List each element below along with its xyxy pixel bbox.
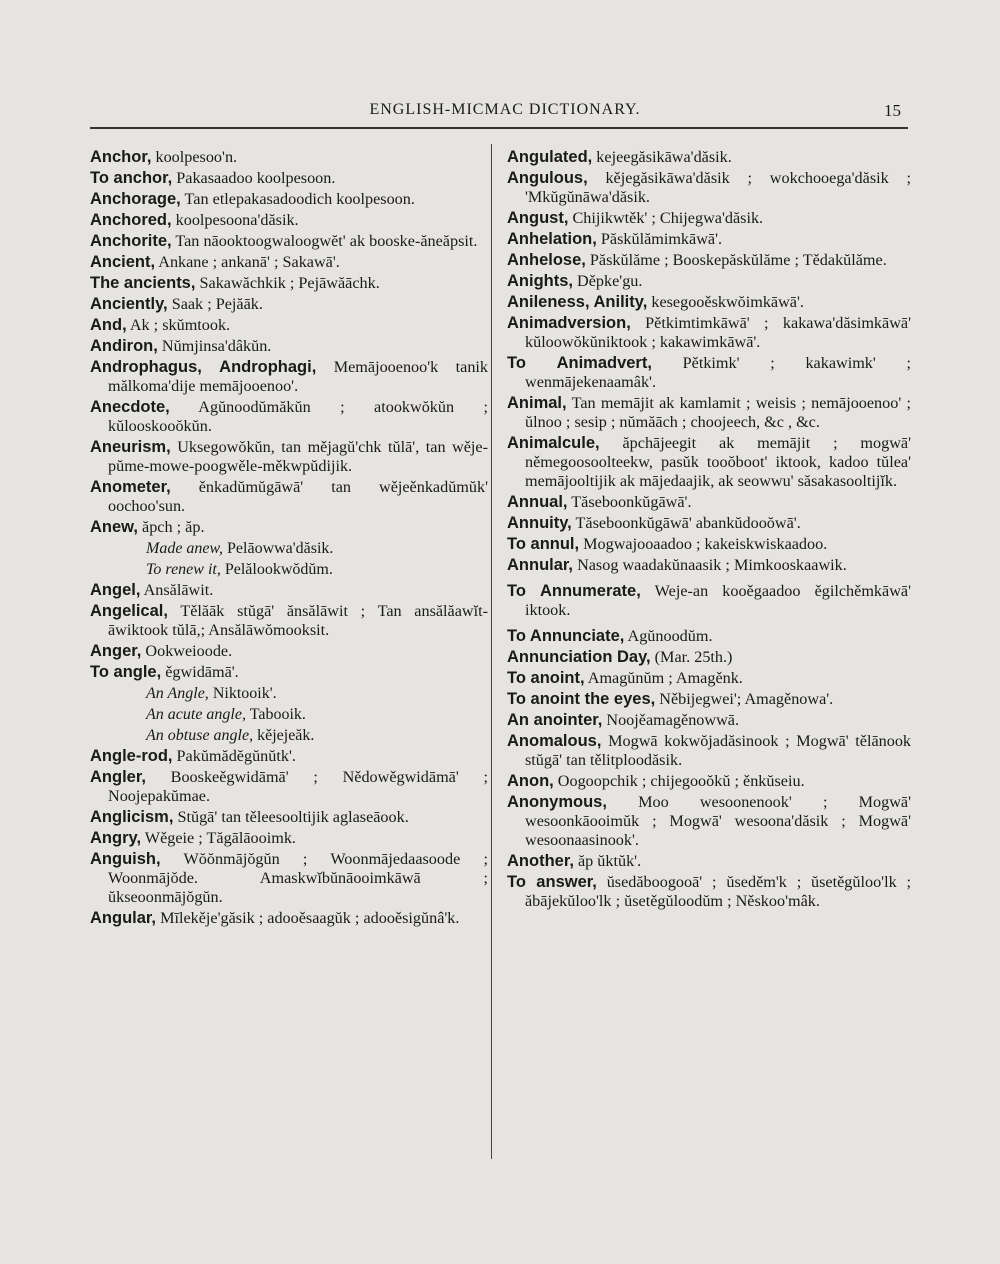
headword: Angle-rod, bbox=[90, 747, 173, 765]
headword: Anometer, bbox=[90, 478, 171, 496]
headword: The ancients, bbox=[90, 274, 196, 292]
entry bbox=[507, 230, 911, 249]
headword: Annuity, bbox=[507, 514, 572, 532]
headword: Angular, bbox=[90, 909, 157, 927]
headword: Animadversion, bbox=[507, 314, 631, 332]
sub-phrase: An obtuse angle, bbox=[146, 727, 254, 744]
sub-definition: Niktooik'. bbox=[212, 685, 277, 702]
entry bbox=[90, 581, 488, 600]
entry bbox=[507, 873, 911, 911]
entry bbox=[507, 251, 911, 270]
definition: Pětkimk' ; kakawimk' ; wenmājekenaamâk'. bbox=[525, 354, 912, 391]
entry bbox=[90, 358, 488, 396]
headword: Animal, bbox=[507, 394, 567, 412]
definition: Pakasaadoo koolpesoon. bbox=[176, 169, 336, 187]
definition: Wŏŏnmājŏgŭn ; Woonmājedaasoode ; Woonmājŏde. Amaskwĭbŭnāooimkāwā ; ŭkseoonmājŏgŭn. bbox=[108, 850, 488, 906]
definition: Tăseboonkŭgāwā'. bbox=[571, 493, 692, 511]
sub-entry bbox=[90, 560, 488, 579]
definition: Ookweioode. bbox=[145, 642, 233, 660]
entry bbox=[90, 829, 488, 848]
definition: Amagŭnŭm ; Amagěnk. bbox=[587, 669, 743, 687]
definition: koolpesoo'n. bbox=[155, 148, 238, 166]
column-divider bbox=[491, 144, 492, 1159]
headword: Angry, bbox=[90, 829, 142, 847]
sub-phrase: To renew it, bbox=[146, 561, 221, 578]
definition: Uksegowŏkŭn, tan mějagŭ'chk tŭlā', tan wěje-pŭme-mowe-poogwěle-měkwpŭdijik. bbox=[108, 438, 488, 475]
entry bbox=[507, 772, 911, 791]
headword: Anileness, Anility, bbox=[507, 293, 648, 311]
sub-entry bbox=[90, 726, 488, 745]
headword: Ancient, bbox=[90, 253, 156, 271]
definition: Agŭnoodŭmăkŭn ; atookwŏkŭn ; kŭlooskooŏkŭn. bbox=[108, 398, 488, 435]
headword: Anecdote, bbox=[90, 398, 170, 416]
headword: Angelical, bbox=[90, 602, 168, 620]
definition: Děpke'gu. bbox=[577, 272, 643, 290]
definition: Tăseboonkŭgāwā' abankŭdooŏwā'. bbox=[575, 514, 801, 532]
headword: Anchored, bbox=[90, 211, 172, 229]
sub-phrase: An acute angle, bbox=[146, 706, 246, 723]
headword: Anights, bbox=[507, 272, 573, 290]
headword: An anointer, bbox=[507, 711, 603, 729]
sub-definition: kějejeăk. bbox=[257, 727, 315, 744]
headword: Anew, bbox=[90, 518, 138, 536]
definition: Něbijegwei'; Amagěnowa'. bbox=[659, 690, 834, 708]
headword: Annunciation Day, bbox=[507, 648, 651, 666]
entry bbox=[90, 663, 488, 682]
entry bbox=[507, 272, 911, 291]
entry bbox=[507, 556, 911, 575]
entry bbox=[507, 793, 911, 850]
entry bbox=[90, 642, 488, 661]
headword: Anhelose, bbox=[507, 251, 586, 269]
definition: Pakŭmădĕgŭnŭtk'. bbox=[176, 747, 296, 765]
entry bbox=[90, 211, 488, 230]
headword: Anonymous, bbox=[507, 793, 607, 811]
entry bbox=[90, 148, 488, 167]
definition: Stŭgā' tan těleesooltijik aglaseāook. bbox=[177, 808, 409, 826]
entry bbox=[507, 852, 911, 871]
headword: Angulated, bbox=[507, 148, 593, 166]
definition: kesegooěskwŏimkāwā'. bbox=[651, 293, 804, 311]
definition: Păskŭlăme ; Booskepăskŭlăme ; Tědakŭlăme. bbox=[589, 251, 887, 269]
entry bbox=[507, 711, 911, 730]
definition: ăpch ; ăp. bbox=[142, 518, 205, 536]
entry bbox=[507, 627, 911, 646]
headword: Annular, bbox=[507, 556, 574, 574]
definition: kejeegăsikāwa'dăsik. bbox=[596, 148, 732, 166]
entry bbox=[507, 169, 911, 207]
headword: And, bbox=[90, 316, 127, 334]
entry bbox=[507, 535, 911, 554]
definition: Tan etlepakasadoodich koolpesoon. bbox=[184, 190, 415, 208]
left-column bbox=[90, 148, 488, 930]
headword: Anger, bbox=[90, 642, 142, 660]
entry bbox=[507, 669, 911, 688]
sub-entry bbox=[90, 684, 488, 703]
headword: Angler, bbox=[90, 768, 146, 786]
sub-entry bbox=[90, 539, 488, 558]
entry bbox=[90, 398, 488, 436]
headword: To answer, bbox=[507, 873, 597, 891]
entry bbox=[507, 293, 911, 312]
sub-definition: Pelāowwa'dăsik. bbox=[227, 540, 334, 557]
definition: ăpchājeegit ak memājit ; mogwā' němegoosoolteekw, pasŭk tooŏboot' iktook, kadoo tŭlea' memājooltijik ak mājedaajik, ak seowwu' săsakasooltijĭk. bbox=[525, 434, 911, 490]
definition: ěnkadŭmŭgāwā' tan wějeěnkadŭmŭk' oochoo'sun. bbox=[108, 478, 488, 515]
entry bbox=[90, 909, 488, 928]
entry bbox=[90, 808, 488, 827]
definition: Ankane ; ankanā' ; Sakawā'. bbox=[158, 253, 340, 271]
headword: Anhelation, bbox=[507, 230, 597, 248]
entry bbox=[507, 732, 911, 770]
definition: Nŭmjinsa'dâkŭn. bbox=[161, 337, 272, 355]
headword: Angulous, bbox=[507, 169, 588, 187]
entry bbox=[90, 518, 488, 537]
definition: Noojěamagěnowwā. bbox=[606, 711, 739, 729]
definition: Booskeěgwidāmā' ; Nědowěgwidāmā' ; Noojepakŭmae. bbox=[108, 768, 488, 805]
definition: Memājooenoo'k tanik mălkoma'dije memājooenoo'. bbox=[108, 358, 489, 395]
headword: Anglicism, bbox=[90, 808, 174, 826]
headword: Animalcule, bbox=[507, 434, 600, 452]
definition: Pětkimtimkāwā' ; kakawa'dăsimkāwā' kŭloowŏkŭniktook ; kakawimkāwā'. bbox=[525, 314, 912, 351]
headword: To anchor, bbox=[90, 169, 173, 187]
headword: Anchorage, bbox=[90, 190, 181, 208]
entry bbox=[90, 253, 488, 272]
definition: Agŭnoodŭm. bbox=[627, 627, 713, 645]
definition: Mogwā kokwŏjadăsinook ; Mogwā' tělānook stŭgā' tan tělitploodăsik. bbox=[525, 732, 912, 769]
entry bbox=[90, 169, 488, 188]
headword: To Animadvert, bbox=[507, 354, 652, 372]
headword: To anoint, bbox=[507, 669, 585, 687]
definition: (Mar. 25th.) bbox=[654, 648, 733, 666]
definition: Ansălāwit. bbox=[143, 581, 214, 599]
sub-entry bbox=[90, 705, 488, 724]
headword: To annul, bbox=[507, 535, 580, 553]
headword: Androphagus, Androphagi, bbox=[90, 358, 317, 376]
right-column bbox=[507, 148, 911, 913]
entry bbox=[90, 274, 488, 293]
running-title: ENGLISH-MICMAC DICTIONARY. bbox=[369, 101, 641, 118]
definition: ŭsedăboogooā' ; ŭseděm'k ; ŭsetěgŭloo'lk ; ăbājekŭloo'lk ; ŭsetěgŭloodŭm ; Něskoo'mâk. bbox=[525, 873, 911, 910]
headword: To Annumerate, bbox=[507, 582, 641, 600]
definition: ěgwidāmā'. bbox=[165, 663, 239, 681]
definition: kějegăsikāwa'dăsik ; wokchooega'dăsik ; 'Mkŭgŭnāwa'dăsik. bbox=[525, 169, 911, 206]
entry bbox=[90, 478, 488, 516]
entry bbox=[90, 747, 488, 766]
headword: Andiron, bbox=[90, 337, 158, 355]
definition: Mīlekěje'găsik ; adooěsaagŭk ; adooěsigŭnâ'k. bbox=[160, 909, 460, 927]
headword: Aneurism, bbox=[90, 438, 171, 456]
definition: ăp ŭktŭk'. bbox=[577, 852, 642, 870]
headword: Anchorite, bbox=[90, 232, 172, 250]
headword: Angel, bbox=[90, 581, 141, 599]
definition: Mogwajooaadoo ; kakeiskwiskaadoo. bbox=[583, 535, 828, 553]
definition: Saak ; Pejăāk. bbox=[171, 295, 263, 313]
entry bbox=[90, 438, 488, 476]
headword: Anon, bbox=[507, 772, 554, 790]
headword: Anguish, bbox=[90, 850, 161, 868]
definition: Chijikwtěk' ; Chijegwa'dăsik. bbox=[572, 209, 764, 227]
headword: Angust, bbox=[507, 209, 569, 227]
headword: To anoint the eyes, bbox=[507, 690, 656, 708]
entry bbox=[90, 190, 488, 209]
entry bbox=[507, 148, 911, 167]
headword: Anomalous, bbox=[507, 732, 602, 750]
definition: Păskŭlămimkāwā'. bbox=[600, 230, 723, 248]
headword: Annual, bbox=[507, 493, 568, 511]
sub-phrase: Made anew, bbox=[146, 540, 224, 557]
sub-definition: Tabooik. bbox=[249, 706, 306, 723]
definition: Tan memājit ak kamlamit ; weisis ; nemājooenoo' ; ŭlnoo ; sesip ; nŭmăāch ; choojeech, &c , &c. bbox=[525, 394, 911, 431]
page-number: 15 bbox=[884, 101, 901, 120]
entry bbox=[507, 434, 911, 491]
definition: Sakawăchkik ; Pejāwăāchk. bbox=[199, 274, 380, 292]
headword: To Annunciate, bbox=[507, 627, 625, 645]
definition: Tan nāooktoogwaloogwĕt' ak booske-ăneăpsit. bbox=[175, 232, 478, 250]
definition: Wěgeie ; Tăgālāooimk. bbox=[144, 829, 296, 847]
entry bbox=[507, 394, 911, 432]
entry bbox=[90, 316, 488, 335]
entry bbox=[507, 582, 911, 620]
sub-phrase: An Angle, bbox=[146, 685, 209, 702]
definition: Tělăāk stŭgā' ănsălāwit ; Tan ansălăawĭt-āwiktook tŭlā,; Ansălāwŏmooksit. bbox=[108, 602, 488, 639]
headword: Another, bbox=[507, 852, 574, 870]
entry bbox=[507, 354, 911, 392]
entry bbox=[90, 232, 488, 251]
definition: Ak ; skŭmtook. bbox=[129, 316, 231, 334]
definition: Nasog waadakŭnaasik ; Mimkooskaawik. bbox=[577, 556, 847, 574]
headword: To angle, bbox=[90, 663, 162, 681]
definition: Weje-an kooěgaadoo ěgilchěmkāwā' iktook. bbox=[525, 582, 911, 619]
headword: Anchor, bbox=[90, 148, 152, 166]
definition: Oogoopchik ; chijegooŏkŭ ; ěnkŭseiu. bbox=[557, 772, 805, 790]
entry bbox=[507, 493, 911, 512]
entry bbox=[90, 768, 488, 806]
entry bbox=[507, 648, 911, 667]
entry bbox=[90, 295, 488, 314]
sub-definition: Pelălookwŏdŭm. bbox=[224, 561, 333, 578]
entry bbox=[507, 514, 911, 533]
headword: Anciently, bbox=[90, 295, 168, 313]
entry bbox=[507, 314, 911, 352]
entry bbox=[90, 337, 488, 356]
entry bbox=[90, 850, 488, 907]
entry bbox=[507, 690, 911, 709]
definition: Moo wesoonenook' ; Mogwā' wesoonkāooimŭk ; Mogwā' wesoona'dăsik ; Mogwā' wesoonaasinook'. bbox=[525, 793, 911, 849]
header-rule bbox=[90, 127, 908, 129]
definition: koolpesoona'dăsik. bbox=[175, 211, 299, 229]
entry bbox=[90, 602, 488, 640]
entry bbox=[507, 209, 911, 228]
